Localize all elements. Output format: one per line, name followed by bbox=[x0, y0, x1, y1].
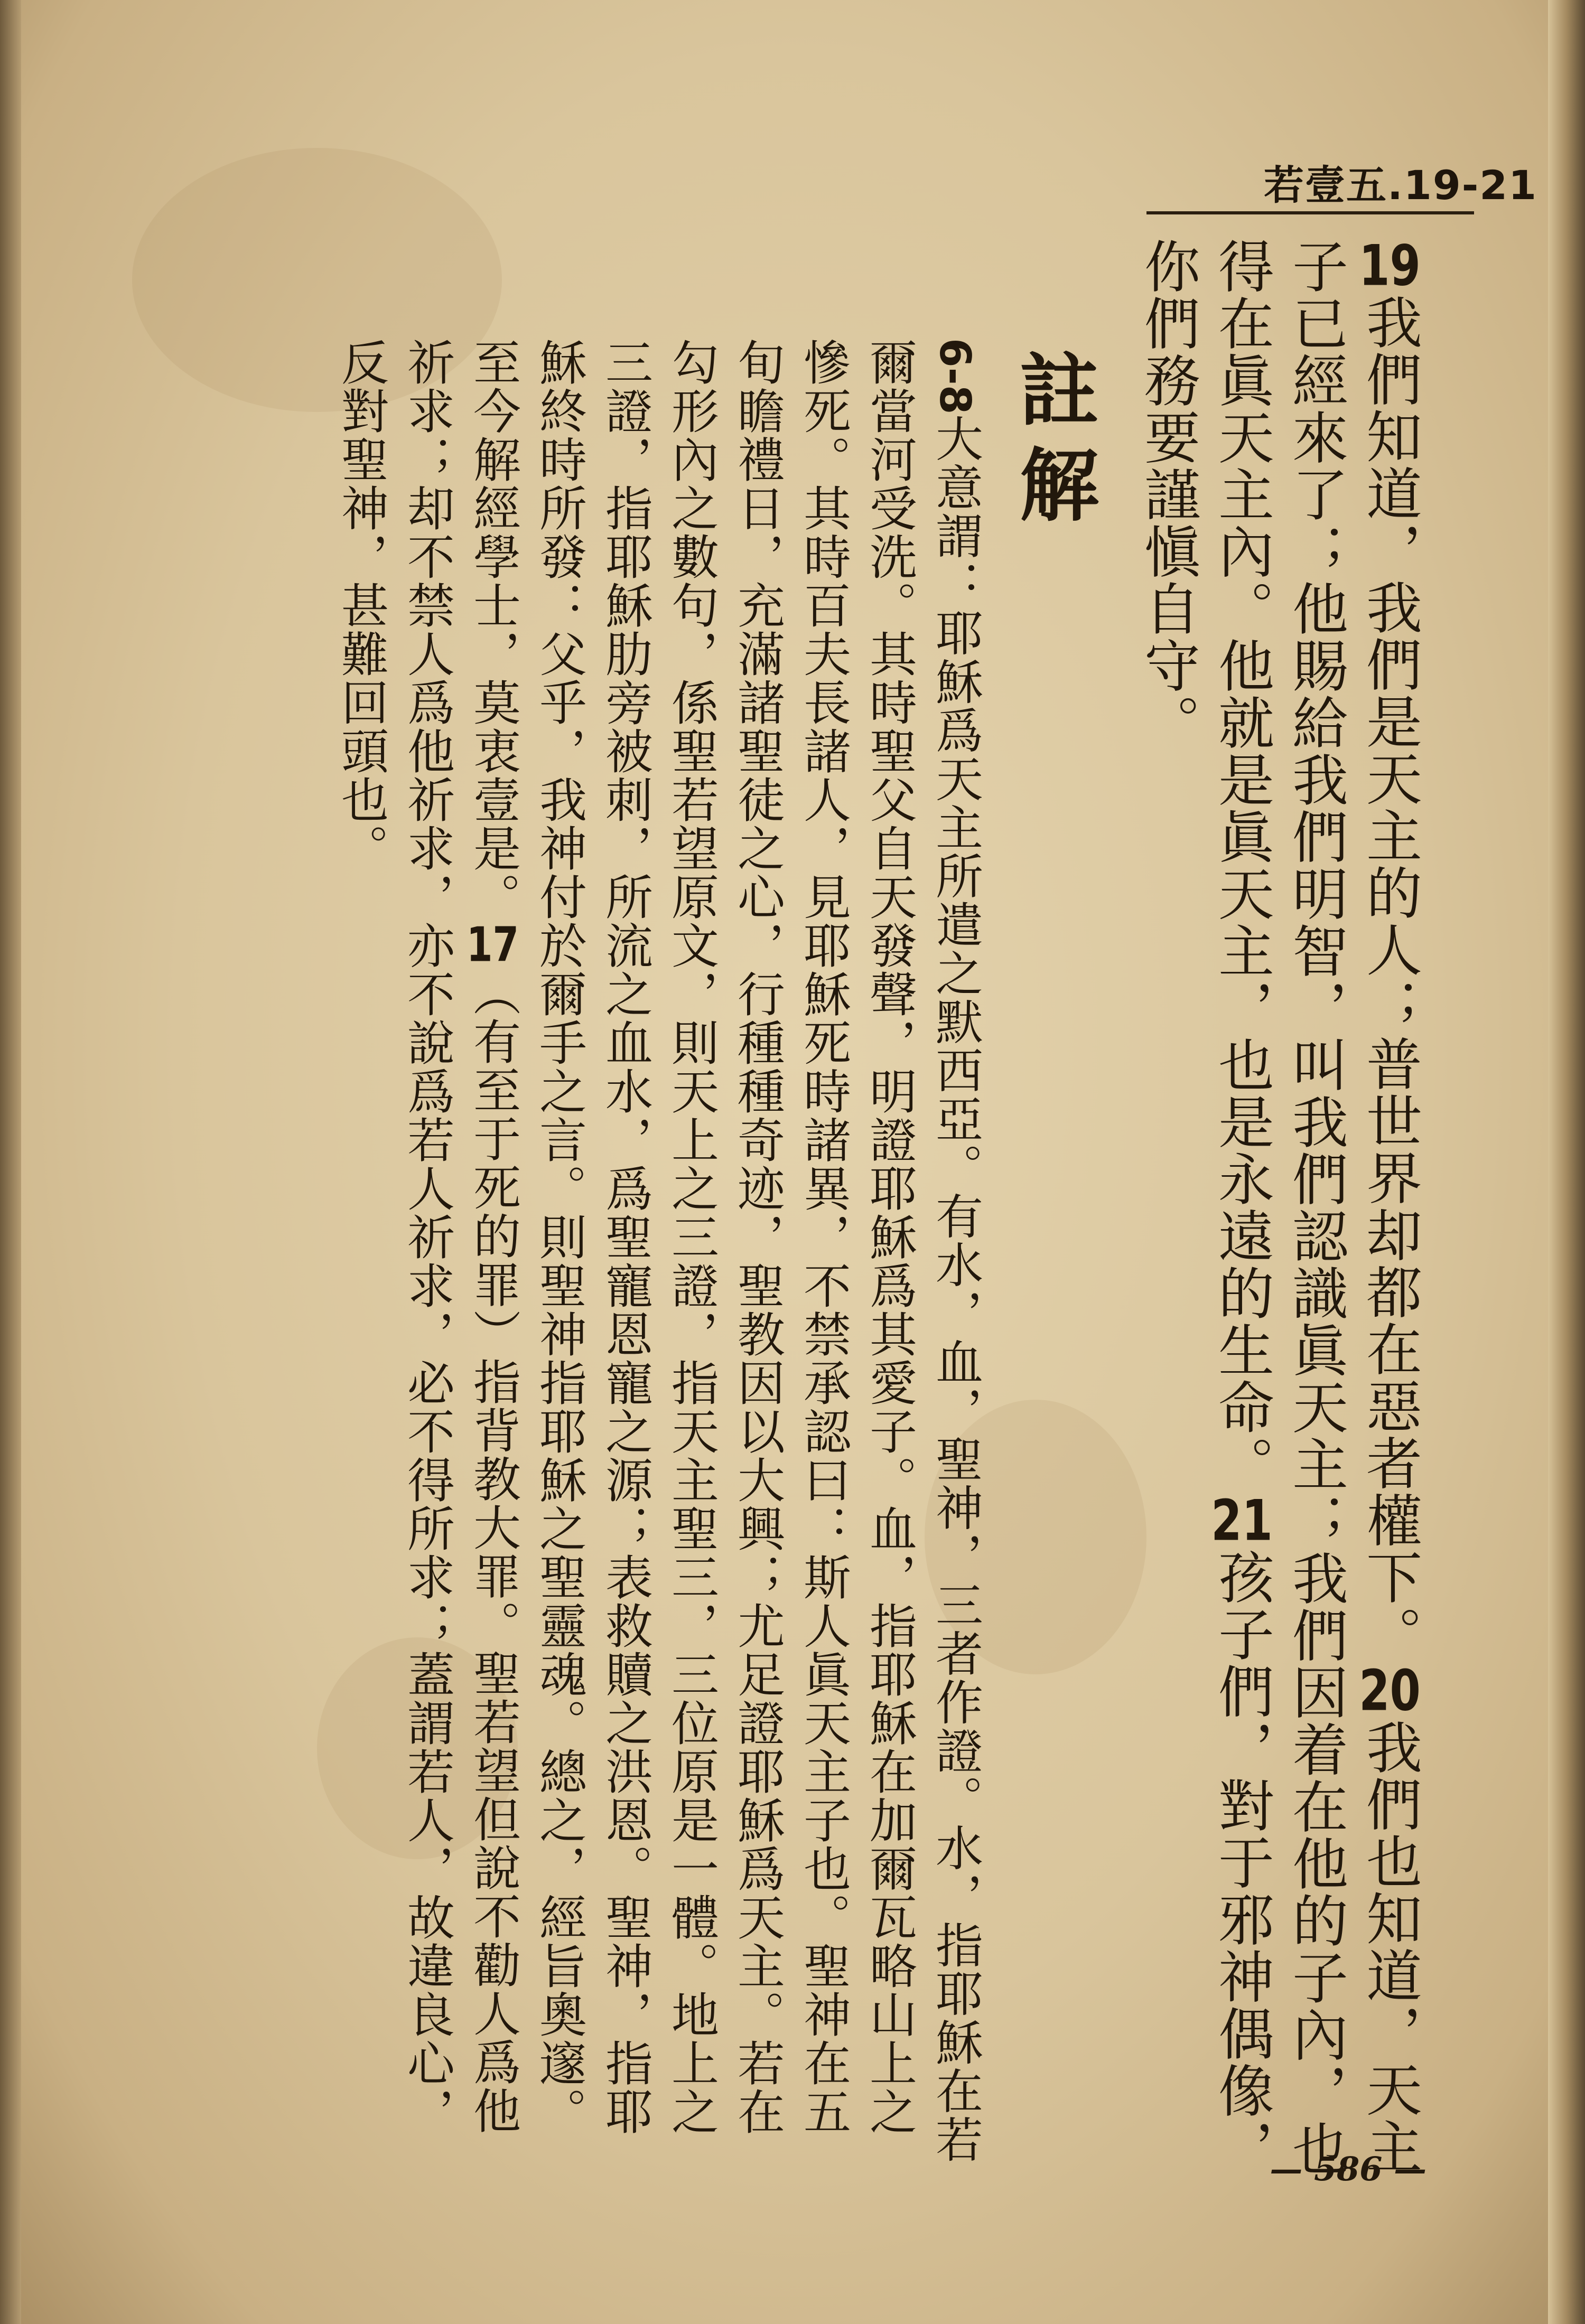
verse-number: 21 bbox=[1211, 1493, 1273, 1549]
page-number: — 586 — bbox=[1270, 2150, 1426, 2188]
scripture-passage bbox=[1131, 238, 1426, 2192]
annotation-text: （有至于死的罪）指背教大罪。聖若望但說不勸人爲他祈求；却不禁人爲他祈求，亦不說爲若人祈求，必不得所求；蓋謂若人，故違良心，反對聖神，甚難回頭也。 bbox=[333, 338, 520, 2136]
section-title: 註解 bbox=[1006, 349, 1099, 539]
annotation-body bbox=[132, 338, 988, 2181]
page-right-edge bbox=[1548, 0, 1585, 2324]
header-rule bbox=[1146, 211, 1474, 214]
page-left-edge bbox=[0, 0, 21, 2324]
verse-text: 我們知道，我們是天主的人；普世界却都在惡者權下。 bbox=[1357, 294, 1422, 1663]
verse-reference: 6-8 bbox=[930, 338, 980, 415]
verse-text: 孩子們，對于邪神偶像，你們務要謹愼自守。 bbox=[1135, 238, 1274, 2176]
running-header: 若壹五.19-21 bbox=[1264, 162, 1537, 209]
verse-text: 我們也知道，天主子已經來了；他賜給我們明智，叫我們認識眞天主；我們因着在他的子內，也得在眞天主內。他就是眞天主，也是永遠的生命。 bbox=[1209, 238, 1422, 2177]
verse-number: 19 bbox=[1359, 238, 1421, 294]
annotation-text: 大意謂：耶穌爲天主所遣之默西亞。有水，血，聖神，三者作證。水，指耶穌在若爾當河受洗。其時聖父自天發聲，明證耶穌爲其愛子。血，指耶穌在加爾瓦略山上之慘死。其時百夫長諸人，見耶穌死時諸異，不禁承認曰：斯人眞天主子也。聖神在五旬瞻禮日，充滿諸聖徒之心，行種種奇迹，聖教因以大興；尤足證耶穌爲天主。若在勾形內之數句，係聖若望原文，則天上之三證，指天主聖三，三位原是一體。地上之三證，指耶穌肋旁被刺，所流之血水，爲聖寵恩寵之源；表救贖之洪恩。聖神，指耶穌終時所發：父乎，我神付於爾手之言。則聖神指耶穌之聖靈魂。總之，經旨奧邃。至今解經學士，莫衷壹是。 bbox=[465, 338, 983, 2164]
verse-reference: 17 bbox=[467, 921, 519, 969]
verse-number: 20 bbox=[1359, 1663, 1421, 1719]
